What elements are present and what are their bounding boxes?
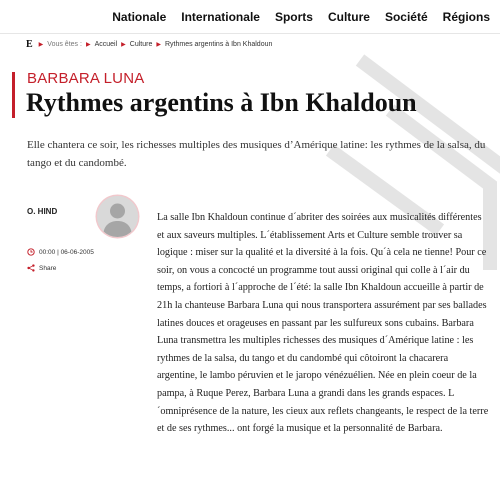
accent-bar: [12, 72, 15, 118]
share-label: Share: [39, 264, 57, 272]
article-kicker: BARBARA LUNA: [27, 70, 145, 87]
nav-item-nationale[interactable]: Nationale: [112, 10, 167, 24]
user-placeholder-icon: [97, 196, 138, 237]
nav-item-societe[interactable]: Société: [384, 10, 428, 24]
breadcrumb-home[interactable]: Accueil: [94, 40, 118, 48]
avatar: [97, 196, 138, 237]
nav-item-regions[interactable]: Régions: [442, 10, 490, 24]
chevron-right-icon: ▶: [156, 41, 161, 48]
chevron-right-icon: ▶: [121, 41, 126, 48]
chevron-right-icon: ▶: [38, 41, 44, 48]
nav-item-sports[interactable]: Sports: [274, 10, 313, 24]
nav-item-culture[interactable]: Culture: [327, 10, 370, 24]
chevron-right-icon: ▶: [85, 41, 91, 48]
clock-icon: [27, 248, 35, 256]
article-body: La salle Ibn Khaldoun continue d´abriter des soirées aux musicalités différentes et aux saveurs multiples. L´établissement Arts et Culture semble trouver sa logique : miser sur la qualité et la diversité à la fois. Qu´à cela ne tienne! Pour ce soir, on vous a concocté un programme tout aussi original qui colle à l´air du temps, a fortiori à l´approche de l´été: la salle Ibn Khaldoun accueille à partir de 21h la chanteuse Barbara Luna qui nous transportera assurément par ses ballades latines douces et orageuses en passant par les sulfureux sons cubains. Barbara Luna transmettra les multiples richesses des musiques d´Amérique latine : les rythmes de la salsa, du tango et du candombé qui côtoiront la chacarera argentine, le lambo péruvien et le jaropo vénézuélien. Née en plein coeur de la pampa, à Ruque Perez, Barbara Luna a grandi dans les grands espaces. L´omniprésence de la nature, les cieux aux reflets changeants, le respect de la terre et de ses rythmes... ont forgé la musique et la personnalité de Barbara.: [157, 212, 489, 435]
breadcrumb-current[interactable]: Rythmes argentins à Ibn Khaldoun: [164, 40, 273, 48]
share-button[interactable]: [27, 264, 56, 272]
breadcrumb-label: Vous êtes :: [47, 40, 82, 48]
publish-date-text: 00:00 | 06-06-2005: [39, 248, 94, 256]
top-navigation: [0, 0, 500, 34]
breadcrumb: [26, 37, 272, 51]
author-name[interactable]: O. HIND: [27, 207, 58, 216]
article-lead: Elle chantera ce soir, les richesses multiples des musiques d’Amérique latine: les rythmes de la salsa, du tango et du candombé.: [27, 139, 486, 169]
share-icon: [27, 264, 35, 272]
publish-date: [27, 248, 94, 256]
breadcrumb-culture[interactable]: Culture: [129, 40, 153, 48]
nav-item-internationale[interactable]: Internationale: [181, 10, 260, 24]
article-title: Rythmes argentins à Ibn Khaldoun: [26, 88, 417, 117]
site-logo[interactable]: E: [26, 38, 33, 50]
nav-menu: [97, 10, 490, 24]
